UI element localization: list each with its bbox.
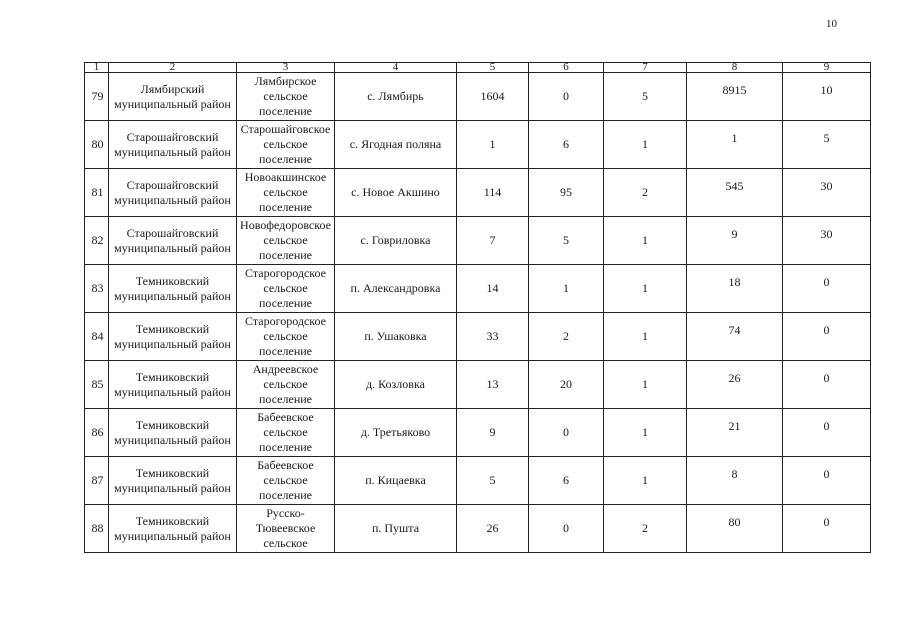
value-cell-8: 8915 bbox=[687, 67, 783, 115]
district-cell: Старошайговский муниципальный район bbox=[109, 217, 237, 265]
value-cell-6: 5 bbox=[529, 217, 604, 265]
value-cell-7: 2 bbox=[604, 169, 687, 217]
value-cell-7: 1 bbox=[604, 121, 687, 169]
district-cell: Темниковский муниципальный район bbox=[109, 265, 237, 313]
value-cell-6: 20 bbox=[529, 361, 604, 409]
row-number-cell: 83 bbox=[85, 265, 109, 313]
value-cell-8: 21 bbox=[687, 403, 783, 451]
row-number-cell: 80 bbox=[85, 121, 109, 169]
value-cell-9: 0 bbox=[783, 259, 871, 307]
page-number: 10 bbox=[826, 18, 837, 30]
row-number-cell: 85 bbox=[85, 361, 109, 409]
column-header: 9 bbox=[783, 63, 871, 73]
settlement-cell: Новофедоровское сельское поселение bbox=[237, 217, 335, 265]
column-header: 4 bbox=[335, 63, 457, 73]
value-cell-9: 0 bbox=[783, 355, 871, 403]
value-cell-7: 1 bbox=[604, 361, 687, 409]
value-cell-9: 5 bbox=[783, 115, 871, 163]
value-cell-9: 10 bbox=[783, 67, 871, 115]
table-row bbox=[85, 169, 871, 217]
value-cell-8: 545 bbox=[687, 163, 783, 211]
value-cell-9: 30 bbox=[783, 211, 871, 259]
value-cell-9: 0 bbox=[783, 499, 871, 547]
value-cell-6: 95 bbox=[529, 169, 604, 217]
value-cell-5: 7 bbox=[457, 217, 529, 265]
value-cell-6: 0 bbox=[529, 505, 604, 553]
value-cell-7: 1 bbox=[604, 457, 687, 505]
value-cell-8: 18 bbox=[687, 259, 783, 307]
table-row bbox=[85, 73, 871, 121]
settlement-cell: Старогородское сельское поселение bbox=[237, 265, 335, 313]
value-cell-5: 5 bbox=[457, 457, 529, 505]
table-row bbox=[85, 217, 871, 265]
value-cell-6: 0 bbox=[529, 409, 604, 457]
settlement-cell: Андреевское сельское поселение bbox=[237, 361, 335, 409]
row-number-cell: 87 bbox=[85, 457, 109, 505]
value-cell-8: 26 bbox=[687, 355, 783, 403]
value-cell-7: 1 bbox=[604, 265, 687, 313]
settlement-cell: Русско-Тювеевское сельское bbox=[237, 505, 335, 553]
locality-cell: п. Кицаевка bbox=[335, 457, 457, 505]
district-cell: Старошайговский муниципальный район bbox=[109, 169, 237, 217]
value-cell-9: 0 bbox=[783, 403, 871, 451]
locality-cell: с. Лямбирь bbox=[335, 73, 457, 121]
value-cell-5: 1604 bbox=[457, 73, 529, 121]
settlement-cell: Бабеевское сельское поселение bbox=[237, 457, 335, 505]
value-cell-9: 30 bbox=[783, 163, 871, 211]
value-cell-6: 1 bbox=[529, 265, 604, 313]
column-header: 8 bbox=[687, 63, 783, 73]
value-cell-7: 1 bbox=[604, 409, 687, 457]
value-cell-8: 9 bbox=[687, 211, 783, 259]
column-header: 7 bbox=[604, 63, 687, 73]
data-table bbox=[84, 62, 871, 553]
locality-cell: с. Говриловка bbox=[335, 217, 457, 265]
row-number-cell: 82 bbox=[85, 217, 109, 265]
settlement-cell: Новоакшинское сельское поселение bbox=[237, 169, 335, 217]
district-cell: Темниковский муниципальный район bbox=[109, 457, 237, 505]
value-cell-7: 5 bbox=[604, 73, 687, 121]
locality-cell: с. Новое Акшино bbox=[335, 169, 457, 217]
value-cell-5: 26 bbox=[457, 505, 529, 553]
district-cell: Темниковский муниципальный район bbox=[109, 505, 237, 553]
table-row bbox=[85, 505, 871, 553]
settlement-cell: Старошайговское сельское поселение bbox=[237, 121, 335, 169]
district-cell: Лямбирский муниципальный район bbox=[109, 73, 237, 121]
value-cell-7: 2 bbox=[604, 505, 687, 553]
locality-cell: д. Козловка bbox=[335, 361, 457, 409]
row-number-cell: 88 bbox=[85, 505, 109, 553]
row-number-cell: 79 bbox=[85, 73, 109, 121]
district-cell: Старошайговский муниципальный район bbox=[109, 121, 237, 169]
table-row bbox=[85, 313, 871, 361]
column-header: 6 bbox=[529, 63, 604, 73]
value-cell-7: 1 bbox=[604, 217, 687, 265]
value-cell-6: 6 bbox=[529, 121, 604, 169]
value-cell-9: 0 bbox=[783, 451, 871, 499]
locality-cell: с. Ягодная поляна bbox=[335, 121, 457, 169]
value-cell-8: 1 bbox=[687, 115, 783, 163]
value-cell-5: 14 bbox=[457, 265, 529, 313]
row-number-cell: 86 bbox=[85, 409, 109, 457]
value-cell-6: 6 bbox=[529, 457, 604, 505]
value-cell-8: 74 bbox=[687, 307, 783, 355]
value-cell-5: 33 bbox=[457, 313, 529, 361]
value-cell-7: 1 bbox=[604, 313, 687, 361]
column-header: 3 bbox=[237, 63, 335, 73]
settlement-cell: Бабеевское сельское поселение bbox=[237, 409, 335, 457]
settlement-cell: Старогородское сельское поселение bbox=[237, 313, 335, 361]
value-cell-8: 8 bbox=[687, 451, 783, 499]
district-cell: Темниковский муниципальный район bbox=[109, 361, 237, 409]
table-row bbox=[85, 457, 871, 505]
value-cell-8: 80 bbox=[687, 499, 783, 547]
table-row bbox=[85, 361, 871, 409]
column-header: 1 bbox=[85, 63, 109, 73]
district-cell: Темниковский муниципальный район bbox=[109, 313, 237, 361]
locality-cell: п. Ушаковка bbox=[335, 313, 457, 361]
value-cell-5: 114 bbox=[457, 169, 529, 217]
row-number-cell: 81 bbox=[85, 169, 109, 217]
locality-cell: п. Пушта bbox=[335, 505, 457, 553]
table-row bbox=[85, 409, 871, 457]
row-number-cell: 84 bbox=[85, 313, 109, 361]
value-cell-9: 0 bbox=[783, 307, 871, 355]
value-cell-5: 1 bbox=[457, 121, 529, 169]
value-cell-5: 9 bbox=[457, 409, 529, 457]
table-row bbox=[85, 121, 871, 169]
value-cell-6: 0 bbox=[529, 73, 604, 121]
value-cell-6: 2 bbox=[529, 313, 604, 361]
locality-cell: д. Третьяково bbox=[335, 409, 457, 457]
locality-cell: п. Александровка bbox=[335, 265, 457, 313]
settlement-cell: Лямбирское сельское поселение bbox=[237, 73, 335, 121]
column-header: 5 bbox=[457, 63, 529, 73]
table-row bbox=[85, 265, 871, 313]
value-cell-5: 13 bbox=[457, 361, 529, 409]
district-cell: Темниковский муниципальный район bbox=[109, 409, 237, 457]
column-header: 2 bbox=[109, 63, 237, 73]
